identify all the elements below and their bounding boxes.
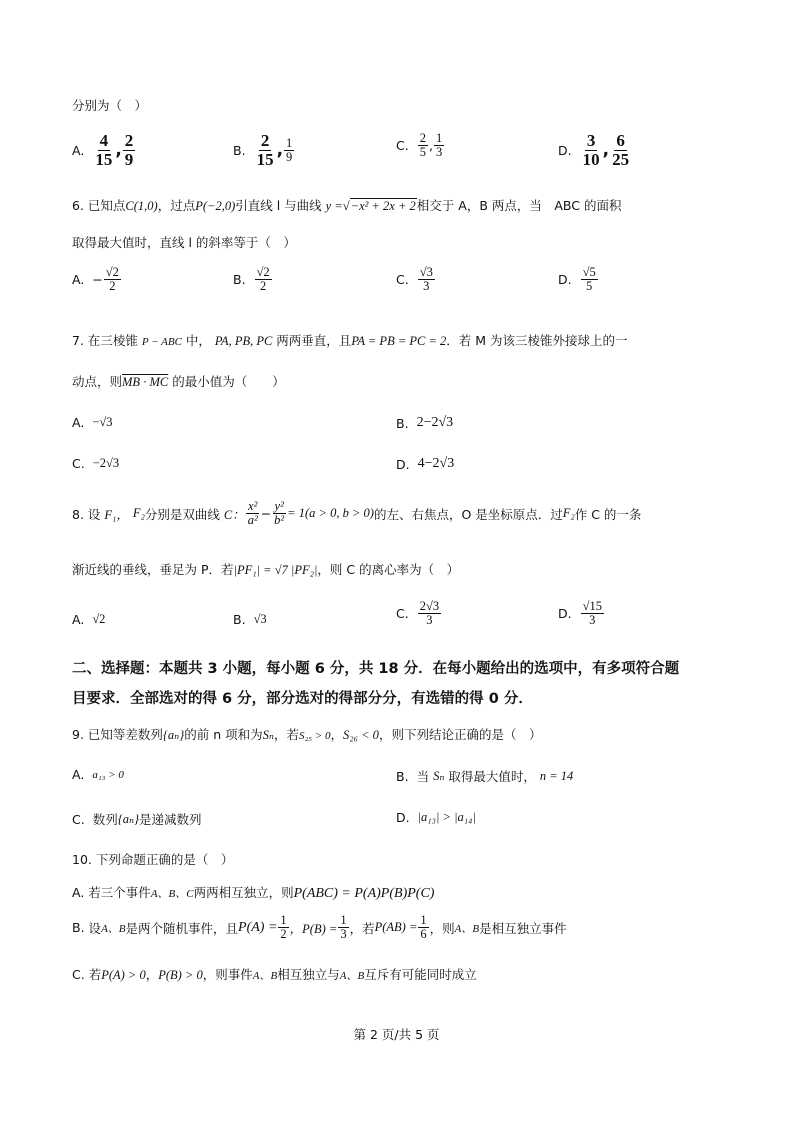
q7-option-d: D. 4−2√3 [396, 456, 455, 472]
q8-stem-line1: 8. 设 F₁， F₂ 分别是双曲线 C： $\frac{\text{x²}}{\text{a²}}$ − $\frac{\text{y²}}{\text{b²}}$ = 1(a > 0, b > 0) 的左、右焦点，O 是坐标原点．过 F₂ 作 C 的一条 [72, 499, 642, 528]
q9-stem: 9. 已知等差数列{aₙ}的前 n 项和为Sₙ，若S₂₅ > 0，S₂₆ < 0，则下列结论正确的是（ ） [72, 727, 542, 742]
q8-option-c: C. $\frac{2√3}{3}$ [396, 599, 440, 628]
q8-option-d: D. $\frac{√15}{3}$ [558, 599, 602, 628]
q10-stem: 10. 下列命题正确的是（ ） [72, 852, 234, 867]
q9-option-b: B. 当 Sₙ 取得最大值时， n = 14 [396, 768, 574, 784]
q8-option-a: A. √2 [72, 612, 106, 627]
q9-option-a: A. a₁₃ > 0 [72, 767, 124, 782]
q6-option-a: A. − $\frac{√2}{2}$ [72, 265, 119, 294]
q10-option-a: A. 若三个事件A、B、C两两相互独立，则P(ABC) = P(A)P(B)P(C) [72, 885, 435, 901]
q9-option-d: D. |a₁₃| > |a₁₄| [396, 810, 476, 825]
q6-stem-line1: 6. 已知点C(1,0)，过点P(−2,0)引直线 l 与曲线 y =√−x² + 2x + 2相交于 A，B 两点，当 ABC 的面积 [72, 198, 622, 213]
q6-option-d: D. $\frac{√5}{5}$ [558, 265, 596, 294]
q7-option-b: B. 2−2√3 [396, 415, 454, 431]
q10-option-c: C. 若P(A) > 0，P(B) > 0，则事件A、B相互独立与A、B互斥有可能同时成立 [72, 967, 477, 982]
section2-heading-line1: 二、选择题：本题共 3 小题，每小题 6 分，共 18 分．在每小题给出的选项中，有多项符合题 [72, 661, 680, 677]
q6-stem-line2: 取得最大值时，直线 l 的斜率等于（ ） [72, 235, 296, 250]
q7-stem-line1: 7. 在三棱锥 P − ABC 中， PA, PB, PC 两两垂直，且PA = PB = PC = 2．若 M 为该三棱锥外接球上的一 [72, 333, 628, 348]
q7-option-a: A. −√3 [72, 415, 113, 430]
q7-stem-line2: 动点，则MB · MC 的最小值为（ ） [72, 374, 285, 389]
q10-option-b: B. 设 A、B 是两个随机事件，且 P(A) = $\frac{1}{2}$ ，P(B) = $\frac{1}{3}$ ，若 P(AB) = $\frac{1}{6}$ ，则 A、B 是相互独立事件 [72, 913, 567, 942]
q5-option-d: D. $\frac{3}{10}$ , $\frac{6}{25}$ [558, 131, 630, 169]
q7-option-c: C. −2√3 [72, 456, 120, 471]
q8-stem-line2: 渐近线的垂线，垂足为 P．若|PF₁| = √7 |PF₂|，则 C 的离心率为（ ） [72, 562, 460, 577]
q6-option-c: C. $\frac{√3}{3}$ [396, 265, 433, 294]
q6-option-b: B. $\frac{√2}{2}$ [233, 265, 270, 294]
q5-tail: 分别为（ ） [72, 98, 148, 113]
q5-option-b: B. $\frac{2}{15}$ , $\frac{1}{9}$ [233, 131, 293, 169]
q5-option-c: C. $\frac{2}{5}$ , $\frac{1}{3}$ [396, 131, 443, 160]
q5-option-a: A. $\frac{4}{15}$ , $\frac{2}{9}$ [72, 131, 134, 169]
page-footer: 第 2 页/共 5 页 [353, 1027, 440, 1042]
q8-option-b: B. √3 [233, 612, 267, 627]
section2-heading-line2: 目要求．全部选对的得 6 分，部分选对的得部分分，有选错的得 0 分． [72, 691, 533, 707]
q9-option-c: C. 数列 {aₙ} 是递减数列 [72, 811, 202, 827]
